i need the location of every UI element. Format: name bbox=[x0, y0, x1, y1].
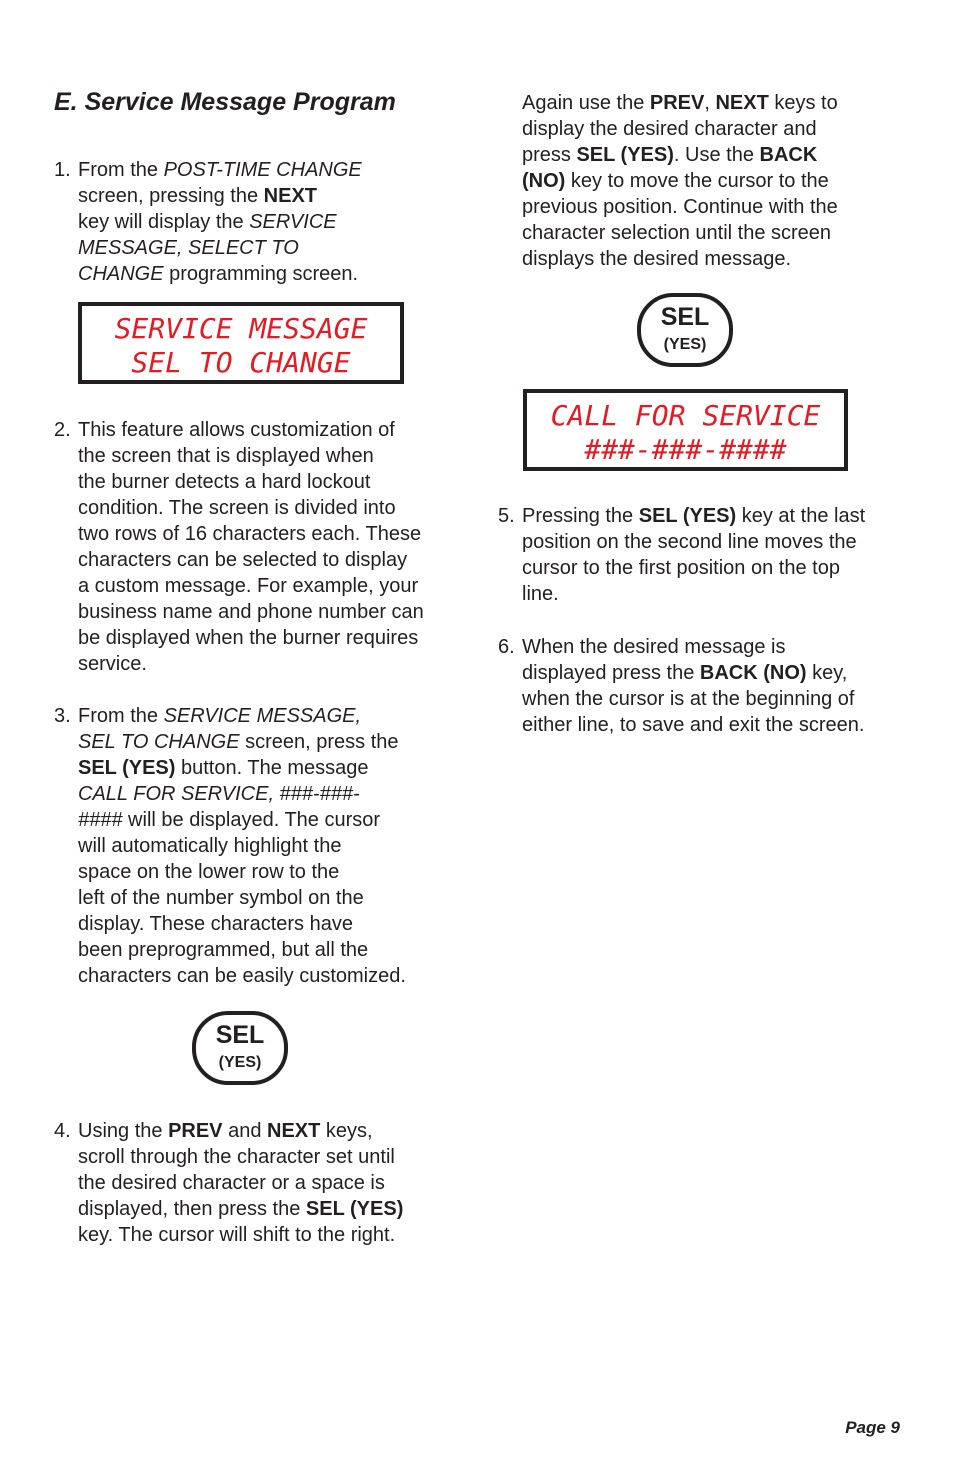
text-bold: NEXT bbox=[267, 1120, 321, 1142]
lcd-line-2: ###-###-#### bbox=[584, 433, 787, 466]
step-number: 2. bbox=[54, 419, 71, 441]
text: key will display the bbox=[78, 211, 250, 233]
text: display. These characters have bbox=[78, 913, 353, 935]
text: From the bbox=[78, 159, 164, 181]
text: When the desired message is bbox=[522, 636, 786, 658]
text: Pressing the bbox=[522, 505, 639, 527]
text: Again use the bbox=[522, 92, 650, 114]
sel-yes-key-icon bbox=[637, 293, 733, 367]
text: when the cursor is at the beginning of bbox=[522, 688, 855, 710]
text: character selection until the screen bbox=[522, 222, 832, 244]
text: Using the bbox=[78, 1120, 169, 1142]
text: be displayed when the burner requires bbox=[78, 627, 419, 649]
text: the screen that is displayed when bbox=[78, 445, 374, 467]
text: display the desired character and bbox=[522, 118, 817, 140]
text: , bbox=[704, 92, 716, 114]
text: space on the lower row to the bbox=[78, 861, 340, 883]
text-italic: #### bbox=[78, 809, 123, 831]
text: business name and phone number can bbox=[78, 601, 424, 623]
text: key at the last bbox=[736, 505, 866, 527]
step-number: 4. bbox=[54, 1120, 71, 1142]
text: screen, pressing the bbox=[78, 185, 264, 207]
text: displayed, then press the bbox=[78, 1198, 306, 1220]
text-bold: PREV bbox=[168, 1120, 223, 1142]
step-4-continued bbox=[498, 90, 838, 272]
text-bold: BACK bbox=[759, 144, 818, 166]
step-4 bbox=[54, 1118, 403, 1248]
text: keys to bbox=[768, 92, 838, 114]
text: characters can be easily customized. bbox=[78, 965, 406, 987]
text: key, bbox=[806, 662, 848, 684]
text-bold: (NO) bbox=[522, 170, 566, 192]
text: key to move the cursor to the bbox=[565, 170, 829, 192]
step-number: 6. bbox=[498, 636, 515, 658]
text: cursor to the first position on the top bbox=[522, 557, 840, 579]
step-6 bbox=[498, 634, 864, 738]
step-3 bbox=[54, 703, 406, 989]
text: programming screen. bbox=[163, 263, 359, 285]
step-1 bbox=[54, 157, 362, 287]
text: button. The message bbox=[175, 757, 369, 779]
step-number: 3. bbox=[54, 705, 71, 727]
key-sublabel: (YES) bbox=[663, 336, 707, 353]
lcd-line-1: CALL FOR SERVICE bbox=[550, 399, 821, 432]
text: key. The cursor will shift to the right. bbox=[78, 1224, 396, 1246]
text-bold: BACK (NO) bbox=[699, 662, 807, 684]
section-heading: E. Service Message Program bbox=[54, 88, 396, 116]
text-italic: SEL TO CHANGE bbox=[78, 731, 240, 753]
text-bold: PREV bbox=[649, 92, 705, 114]
text-bold: SEL (YES) bbox=[305, 1198, 404, 1220]
text: press bbox=[522, 144, 577, 166]
text: From the bbox=[78, 705, 164, 727]
key-label: SEL bbox=[660, 303, 710, 331]
text: two rows of 16 characters each. These bbox=[78, 523, 422, 545]
text-italic: SERVICE MESSAGE, bbox=[163, 705, 362, 727]
text-italic: SERVICE bbox=[249, 211, 337, 233]
lcd-line-2: SEL TO CHANGE bbox=[131, 346, 351, 379]
lcd-display-call-for-service bbox=[523, 389, 848, 471]
text: left of the number symbol on the bbox=[78, 887, 364, 909]
lcd-line-1: SERVICE MESSAGE bbox=[114, 312, 368, 345]
key-label: SEL bbox=[215, 1021, 265, 1049]
text: either line, to save and exit the screen. bbox=[522, 714, 865, 736]
text-bold: SEL (YES) bbox=[638, 505, 737, 527]
page-number: Page 9 bbox=[845, 1418, 900, 1437]
text-bold: SEL (YES) bbox=[78, 757, 176, 779]
step-number: 1. bbox=[54, 159, 71, 181]
text: and bbox=[222, 1120, 268, 1142]
text: . Use the bbox=[673, 144, 760, 166]
text: condition. The screen is divided into bbox=[78, 497, 396, 519]
text: keys, bbox=[320, 1120, 373, 1142]
text: position on the second line moves the bbox=[522, 531, 857, 553]
step-number: 5. bbox=[498, 505, 515, 527]
step-5 bbox=[498, 503, 865, 607]
text: line. bbox=[522, 583, 559, 605]
text: previous position. Continue with the bbox=[522, 196, 838, 218]
key-sublabel: (YES) bbox=[218, 1054, 262, 1071]
text: a custom message. For example, your bbox=[78, 575, 419, 597]
text-bold: SEL (YES) bbox=[576, 144, 674, 166]
step-2 bbox=[54, 417, 424, 677]
text: the desired character or a space is bbox=[78, 1172, 385, 1194]
text-bold: NEXT bbox=[263, 185, 317, 207]
text-bold: NEXT bbox=[715, 92, 769, 114]
text: will be displayed. The cursor bbox=[122, 809, 381, 831]
text: screen, press the bbox=[239, 731, 399, 753]
text-italic: MESSAGE, SELECT TO bbox=[78, 237, 299, 259]
text: scroll through the character set until bbox=[78, 1146, 395, 1168]
text: the burner detects a hard lockout bbox=[78, 471, 371, 493]
text: displays the desired message. bbox=[522, 248, 792, 270]
text: service. bbox=[78, 653, 147, 675]
text-italic: POST-TIME CHANGE bbox=[163, 159, 362, 181]
text-italic: CALL FOR SERVICE, ###-###- bbox=[78, 783, 360, 805]
lcd-display-service-message bbox=[78, 302, 404, 384]
text: This feature allows customization of bbox=[78, 419, 395, 441]
sel-yes-key-icon bbox=[192, 1011, 288, 1085]
text: been preprogrammed, but all the bbox=[78, 939, 369, 961]
text-italic: CHANGE bbox=[78, 263, 164, 285]
text: will automatically highlight the bbox=[78, 835, 342, 857]
text: characters can be selected to display bbox=[78, 549, 408, 571]
text: displayed press the bbox=[522, 662, 700, 684]
